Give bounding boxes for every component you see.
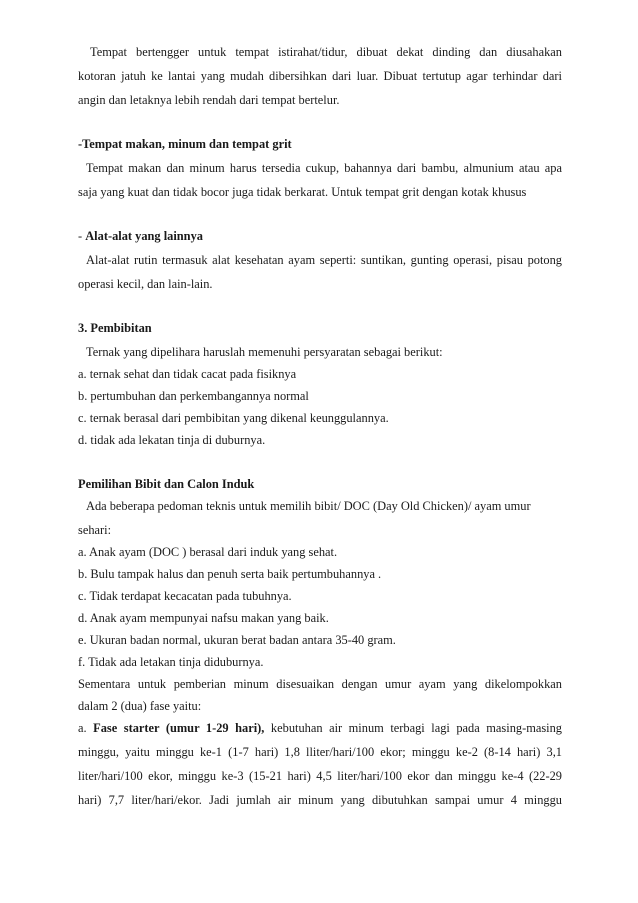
fase-starter-line-4: hari) 7,7 liter/hari/ekor. Jadi jumlah air minum yang dibutuhkan sampai umur 4 minggu xyxy=(78,793,562,807)
para1-line-2: kotoran jatuh ke lantai yang mudah dibersihkan dari luar. Dibuat tertutup agar terhindar dari xyxy=(78,69,562,83)
alat-line-2: operasi kecil, dan lain-lain. xyxy=(78,277,213,291)
pembibitan-item-c: c. ternak berasal dari pembibitan yang dikenal keunggulannya. xyxy=(78,411,389,425)
pembibitan-item-b: b. pertumbuhan dan perkembangannya normal xyxy=(78,389,309,403)
bibit-item-d: d. Anak ayam mempunyai nafsu makan yang baik. xyxy=(78,611,329,625)
fase-starter-rest: kebutuhan air minum terbagi lagi pada masing-masing xyxy=(264,721,562,735)
fase-starter-line-3: liter/hari/100 ekor, minggu ke-3 (15-21 hari) 4,5 liter/hari/100 ekor dan minggu ke-4 (22-29 xyxy=(78,769,562,783)
pembibitan-item-d: d. tidak ada lekatan tinja di duburnya. xyxy=(78,433,266,447)
bibit-item-a: a. Anak ayam (DOC ) berasal dari induk yang sehat. xyxy=(78,545,338,559)
bibit-item-e: e. Ukuran badan normal, ukuran berat badan antara 35-40 gram. xyxy=(78,633,396,647)
heading-pembibitan: 3. Pembibitan xyxy=(78,321,152,335)
fase-starter-label: Fase starter (umur 1-29 hari), xyxy=(93,721,265,735)
heading-tempat-makan: -Tempat makan, minum dan tempat grit xyxy=(78,137,292,151)
heading-alat-lainnya xyxy=(78,228,562,244)
makan-line-2: saja yang kuat dan tidak bocor juga tidak berkarat. Untuk tempat grit dengan kotak khusus xyxy=(78,185,527,199)
heading-dash: - xyxy=(78,229,86,243)
bibit-intro-2: sehari: xyxy=(78,523,112,537)
para1-line-1: Tempat bertengger untuk tempat istirahat/tidur, dibuat dekat dinding dan diusahakan xyxy=(90,45,562,59)
para1-line-3: angin dan letaknya lebih rendah dari tempat bertelur. xyxy=(78,93,340,107)
bibit-item-f: f. Tidak ada letakan tinja diduburnya. xyxy=(78,655,264,669)
sementara-line-1: Sementara untuk pemberian minum disesuaikan dengan umur ayam yang dikelompokkan xyxy=(78,677,562,691)
heading-pemilihan-bibit: Pemilihan Bibit dan Calon Induk xyxy=(78,477,255,491)
pembibitan-intro: Ternak yang dipelihara haruslah memenuhi persyaratan sebagai berikut: xyxy=(86,345,443,359)
pembibitan-item-a: a. ternak sehat dan tidak cacat pada fisiknya xyxy=(78,367,297,381)
heading-alat-text: Alat-alat yang lainnya xyxy=(85,229,203,243)
alat-line-1: Alat-alat rutin termasuk alat kesehatan ayam seperti: suntikan, gunting operasi, pisau potong xyxy=(86,253,562,267)
bibit-item-b: b. Bulu tampak halus dan penuh serta baik pertumbuhannya . xyxy=(78,567,382,581)
fase-prefix: a. xyxy=(78,721,94,735)
makan-line-1: Tempat makan dan minum harus tersedia cukup, bahannya dari bambu, almunium atau apa xyxy=(86,161,562,175)
fase-starter-line-2: minggu, yaitu minggu ke-1 (1-7 hari) 1,8 lliter/hari/100 ekor; minggu ke-2 (8-14 hari) 3,1 xyxy=(78,745,562,759)
sementara-line-2: dalam 2 (dua) fase yaitu: xyxy=(78,699,202,713)
fase-starter-line-1 xyxy=(78,720,562,736)
bibit-item-c: c. Tidak terdapat kecacatan pada tubuhnya. xyxy=(78,589,292,603)
bibit-intro-1: Ada beberapa pedoman teknis untuk memilih bibit/ DOC (Day Old Chicken)/ ayam umur xyxy=(86,499,531,513)
